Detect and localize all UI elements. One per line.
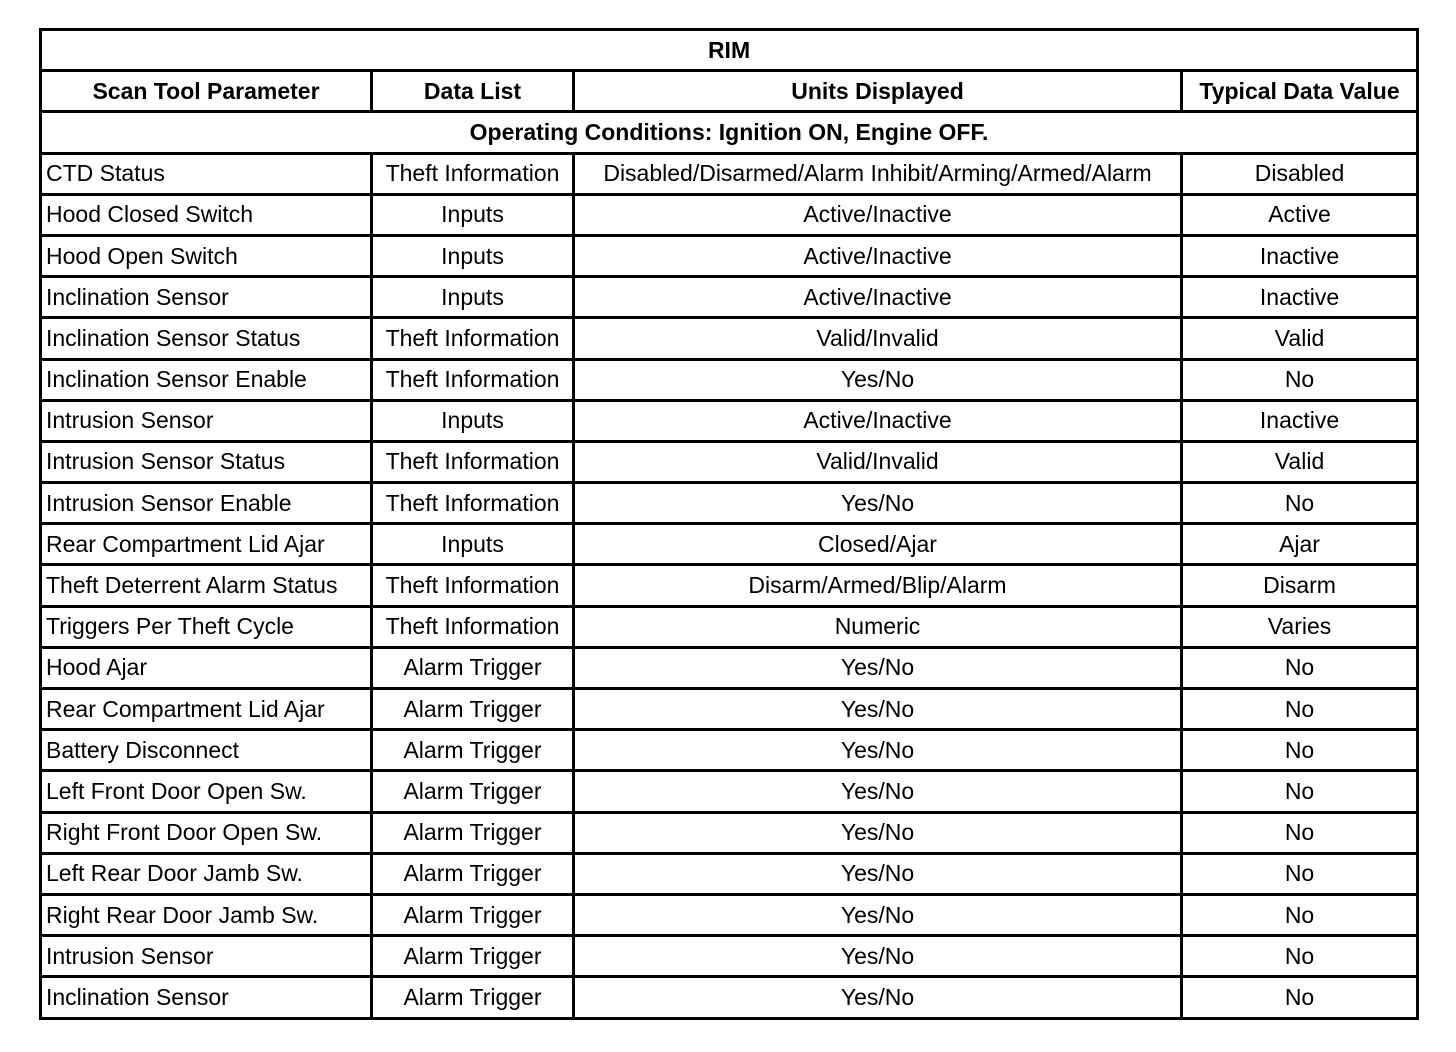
parameter-cell: Theft Deterrent Alarm Status [41, 565, 372, 606]
table-row [41, 689, 1418, 730]
data-list-cell: Alarm Trigger [372, 894, 574, 935]
table-row [41, 524, 1418, 565]
data-list-cell: Theft Information [372, 565, 574, 606]
table-row [41, 647, 1418, 688]
units-cell: Yes/No [574, 894, 1182, 935]
parameter-cell: Inclination Sensor Status [41, 318, 372, 359]
table-row [41, 441, 1418, 482]
parameter-cell: Left Front Door Open Sw. [41, 771, 372, 812]
typical-value-cell: Ajar [1182, 524, 1418, 565]
data-list-cell: Alarm Trigger [372, 771, 574, 812]
data-list-cell: Alarm Trigger [372, 853, 574, 894]
parameter-cell: Rear Compartment Lid Ajar [41, 689, 372, 730]
units-cell: Valid/Invalid [574, 318, 1182, 359]
typical-value-cell: No [1182, 853, 1418, 894]
data-list-cell: Theft Information [372, 483, 574, 524]
table-row [41, 235, 1418, 276]
typical-value-cell: Active [1182, 194, 1418, 235]
table-row [41, 606, 1418, 647]
typical-value-cell: Valid [1182, 441, 1418, 482]
parameter-cell: Intrusion Sensor [41, 400, 372, 441]
table-title: RIM [41, 30, 1418, 71]
data-list-cell: Theft Information [372, 441, 574, 482]
data-list-cell: Theft Information [372, 359, 574, 400]
data-list-cell: Theft Information [372, 318, 574, 359]
units-cell: Yes/No [574, 689, 1182, 730]
header-typical-data-value: Typical Data Value [1182, 71, 1418, 112]
table-title-row [41, 30, 1418, 71]
parameter-cell: Hood Closed Switch [41, 194, 372, 235]
data-list-cell: Alarm Trigger [372, 812, 574, 853]
table-row [41, 730, 1418, 771]
document-page [39, 28, 1419, 1020]
parameter-cell: Intrusion Sensor Status [41, 441, 372, 482]
units-cell: Yes/No [574, 359, 1182, 400]
table-row [41, 771, 1418, 812]
parameter-cell: CTD Status [41, 153, 372, 194]
parameter-cell: Inclination Sensor [41, 977, 372, 1018]
data-list-cell: Alarm Trigger [372, 647, 574, 688]
units-cell: Disabled/Disarmed/Alarm Inhibit/Arming/Armed/Alarm [574, 153, 1182, 194]
units-cell: Closed/Ajar [574, 524, 1182, 565]
units-cell: Yes/No [574, 936, 1182, 977]
data-list-cell: Inputs [372, 524, 574, 565]
data-list-cell: Alarm Trigger [372, 936, 574, 977]
data-list-cell: Inputs [372, 277, 574, 318]
parameter-cell: Left Rear Door Jamb Sw. [41, 853, 372, 894]
units-cell: Active/Inactive [574, 277, 1182, 318]
parameter-cell: Hood Open Switch [41, 235, 372, 276]
typical-value-cell: No [1182, 771, 1418, 812]
parameter-cell: Right Front Door Open Sw. [41, 812, 372, 853]
units-cell: Yes/No [574, 812, 1182, 853]
table-row [41, 483, 1418, 524]
units-cell: Active/Inactive [574, 235, 1182, 276]
data-list-cell: Inputs [372, 235, 574, 276]
data-list-cell: Alarm Trigger [372, 730, 574, 771]
units-cell: Yes/No [574, 771, 1182, 812]
units-cell: Active/Inactive [574, 194, 1182, 235]
typical-value-cell: Disabled [1182, 153, 1418, 194]
parameter-cell: Intrusion Sensor Enable [41, 483, 372, 524]
operating-conditions-row [41, 112, 1418, 153]
parameter-cell: Battery Disconnect [41, 730, 372, 771]
operating-conditions: Operating Conditions: Ignition ON, Engine OFF. [41, 112, 1418, 153]
table-row [41, 894, 1418, 935]
typical-value-cell: No [1182, 812, 1418, 853]
units-cell: Yes/No [574, 647, 1182, 688]
table-row [41, 936, 1418, 977]
typical-value-cell: No [1182, 689, 1418, 730]
table-row [41, 977, 1418, 1018]
table-row [41, 565, 1418, 606]
units-cell: Numeric [574, 606, 1182, 647]
typical-value-cell: No [1182, 730, 1418, 771]
parameter-cell: Right Rear Door Jamb Sw. [41, 894, 372, 935]
parameter-cell: Triggers Per Theft Cycle [41, 606, 372, 647]
table-row [41, 812, 1418, 853]
typical-value-cell: No [1182, 936, 1418, 977]
parameter-cell: Intrusion Sensor [41, 936, 372, 977]
rim-data-table [39, 28, 1419, 1020]
units-cell: Yes/No [574, 483, 1182, 524]
typical-value-cell: No [1182, 894, 1418, 935]
table-body [41, 153, 1418, 1018]
units-cell: Yes/No [574, 977, 1182, 1018]
table-row [41, 853, 1418, 894]
units-cell: Active/Inactive [574, 400, 1182, 441]
typical-value-cell: Inactive [1182, 277, 1418, 318]
units-cell: Valid/Invalid [574, 441, 1182, 482]
typical-value-cell: No [1182, 483, 1418, 524]
units-cell: Yes/No [574, 853, 1182, 894]
typical-value-cell: No [1182, 359, 1418, 400]
table-row [41, 153, 1418, 194]
units-cell: Disarm/Armed/Blip/Alarm [574, 565, 1182, 606]
table-row [41, 400, 1418, 441]
table-row [41, 194, 1418, 235]
typical-value-cell: Varies [1182, 606, 1418, 647]
typical-value-cell: Inactive [1182, 400, 1418, 441]
header-scan-tool-parameter: Scan Tool Parameter [41, 71, 372, 112]
parameter-cell: Rear Compartment Lid Ajar [41, 524, 372, 565]
parameter-cell: Inclination Sensor [41, 277, 372, 318]
table-row [41, 359, 1418, 400]
typical-value-cell: No [1182, 977, 1418, 1018]
header-data-list: Data List [372, 71, 574, 112]
units-cell: Yes/No [574, 730, 1182, 771]
table-row [41, 318, 1418, 359]
table-header-row [41, 71, 1418, 112]
typical-value-cell: Disarm [1182, 565, 1418, 606]
data-list-cell: Theft Information [372, 606, 574, 647]
data-list-cell: Alarm Trigger [372, 977, 574, 1018]
parameter-cell: Hood Ajar [41, 647, 372, 688]
parameter-cell: Inclination Sensor Enable [41, 359, 372, 400]
header-units-displayed: Units Displayed [574, 71, 1182, 112]
data-list-cell: Inputs [372, 400, 574, 441]
table-row [41, 277, 1418, 318]
typical-value-cell: Valid [1182, 318, 1418, 359]
typical-value-cell: No [1182, 647, 1418, 688]
data-list-cell: Alarm Trigger [372, 689, 574, 730]
typical-value-cell: Inactive [1182, 235, 1418, 276]
data-list-cell: Inputs [372, 194, 574, 235]
data-list-cell: Theft Information [372, 153, 574, 194]
